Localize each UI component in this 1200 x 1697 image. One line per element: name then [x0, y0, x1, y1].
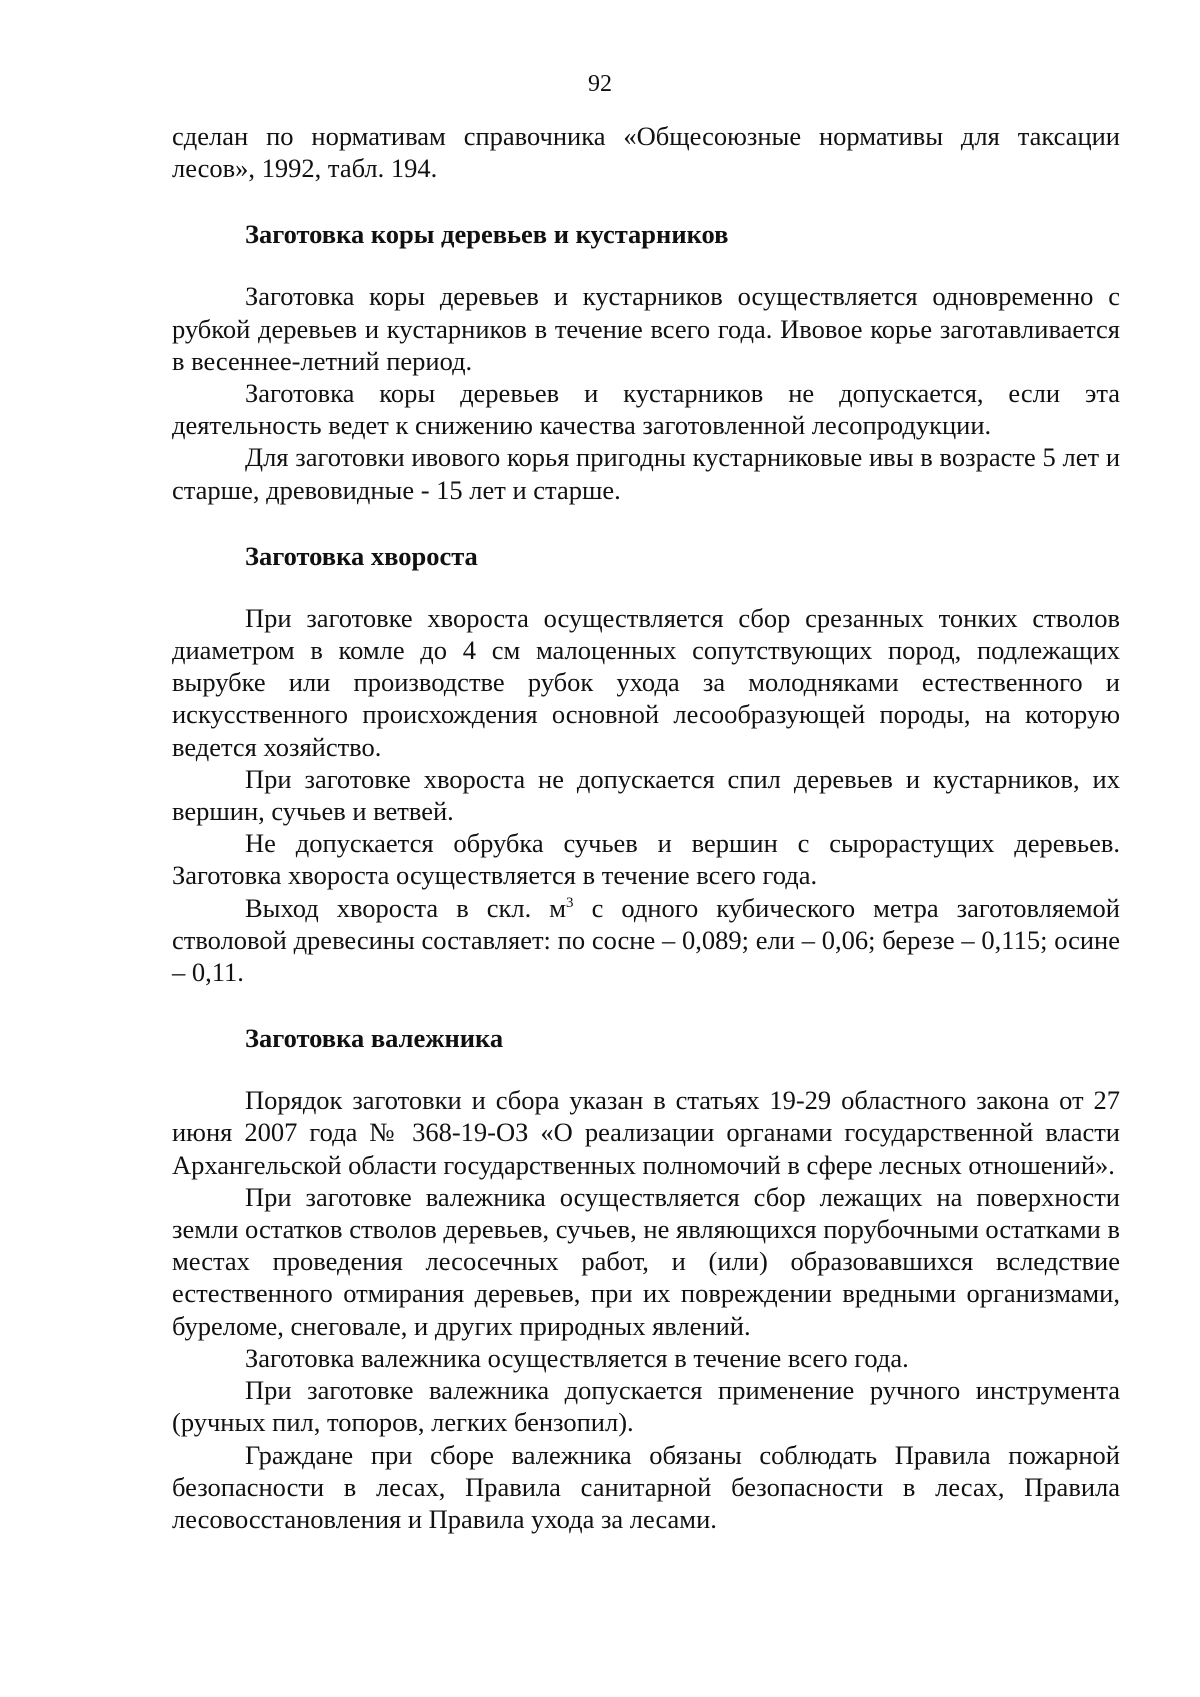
paragraph: Не допускается обрубка сучьев и вершин с сырорастущих деревьев. Заготовка хвороста осуществляется в течение всего года.: [172, 828, 1120, 891]
paragraph: Заготовка коры деревьев и кустарников осуществляется одновременно с рубкой деревьев и кустарников в течение всего года. Ивовое корье заготавливается в весеннее-летний период.: [172, 281, 1120, 376]
paragraph: При заготовке валежника допускается применение ручного инструмента (ручных пил, топоров, легких бензопил).: [172, 1375, 1120, 1438]
heading-bark-harvesting: Заготовка коры деревьев и кустарников: [245, 219, 729, 250]
heading-deadwood-harvesting: Заготовка валежника: [245, 1023, 504, 1054]
paragraph: При заготовке хвороста не допускается спил деревьев и кустарников, их вершин, сучьев и ветвей.: [172, 763, 1120, 827]
paragraph: Заготовка коры деревьев и кустарников не допускается, если эта деятельность ведет к снижению качества заготовленной лесопродукции.: [172, 378, 1120, 441]
brushwood-output-paragraph: [172, 892, 1120, 989]
heading-brushwood-harvesting: Заготовка хвороста: [245, 540, 478, 571]
paragraph: Порядок заготовки и сбора указан в статьях 19-29 областного закона от 27 июня 2007 года № 368-19-ОЗ «О реализации органами государственной власти Архангельской области государственных полномочий в сфере лесных отношений».: [172, 1085, 1120, 1180]
paragraph: При заготовке валежника осуществляется сбор лежащих на поверхности земли остатков стволов деревьев, сучьев, не являющихся порубочными остатками в местах проведения лесосечных работ, и (или) образовавшихся вследствие естественного отмирания деревьев, при их повреждении вредными организмами, буреломе, снеговале, и других природных явлений.: [172, 1181, 1120, 1341]
cubic-superscript: 3: [566, 894, 574, 911]
page-number: 92: [588, 71, 612, 97]
document-body: [172, 120, 1120, 1535]
intro-paragraph: сделан по нормативам справочника «Общесоюзные нормативы для таксации лесов», 1992, табл. 194.: [172, 121, 1120, 184]
paragraph: Для заготовки ивового корья пригодны кустарниковые ивы в возрасте 5 лет и старше, древовидные - 15 лет и старше.: [172, 442, 1120, 505]
output-text-start: Выход хвороста в скл. м: [245, 892, 567, 923]
paragraph: При заготовке хвороста осуществляется сбор срезанных тонких стволов диаметром в комле до 4 см малоценных сопутствующих пород, подлежащих вырубке или производстве рубок ухода за молодняками естественного и искусственного происхождения основной лесообразующей породы, на которую ведется хозяйство.: [172, 602, 1120, 762]
paragraph: Граждане при сборе валежника обязаны соблюдать Правила пожарной безопасности в лесах, Правила санитарной безопасности в лесах, Правила лесовосстановления и Правила ухода за лесами.: [172, 1439, 1120, 1534]
output-text-end: с одного кубического метра заготовляемой стволовой древесины составляет: по сосне – 0,089; ели – 0,06; березе – 0,115; осине – 0,11.: [172, 892, 1120, 988]
paragraph: Заготовка валежника осуществляется в течение всего года.: [245, 1342, 909, 1373]
